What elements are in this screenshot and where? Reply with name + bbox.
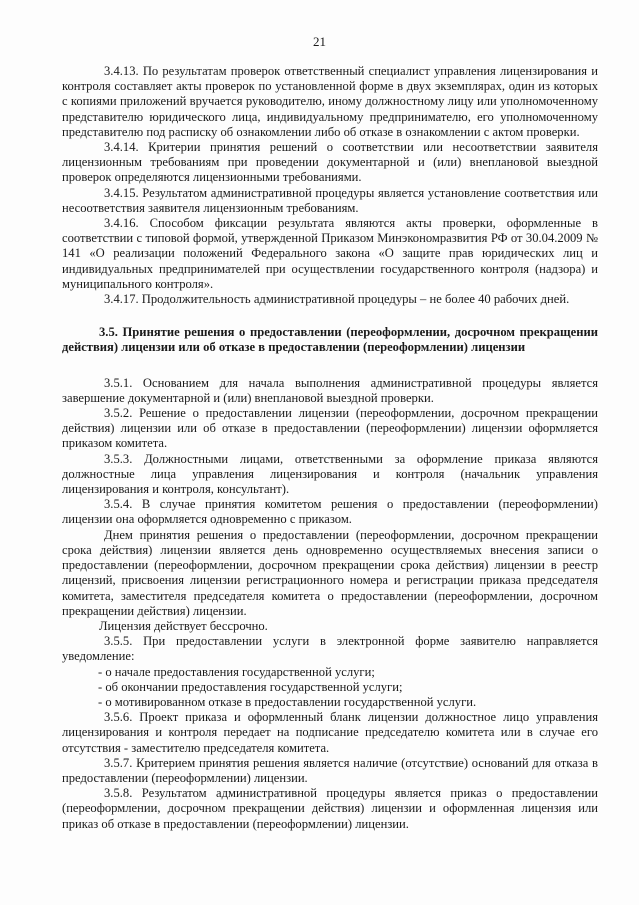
paragraph-3-4-17: 3.4.17. Продолжительность административной процедуры – не более 40 рабочих дней. bbox=[104, 292, 570, 307]
paragraph-3-5-2: 3.5.2. Решение о предоставлении лицензии (переоформлении, досрочном прекращении действия) лицензии или об отказе в предоставлении (переоформлении) лицензии оформляется приказом комитета. bbox=[62, 406, 598, 451]
paragraph-3-5-4: 3.5.4. В случае принятия комитетом решения о предоставлении (переоформлении) лицензии она оформляется одновременно с приказом. bbox=[62, 497, 598, 527]
paragraph-3-5-1: 3.5.1. Основанием для начала выполнения административной процедуры является завершение документарной и (или) внеплановой выездной проверки. bbox=[62, 375, 598, 405]
notification-item: - об окончании предоставления государственной услуги; bbox=[98, 679, 403, 694]
spacer bbox=[62, 356, 598, 376]
paragraph-3-4-14: 3.4.14. Критерии принятия решений о соответствии или несоответствии заявителя лицензионным требованиям при проведении документарной и (или) внеплановой выездной проверок определяются лицензионными требованиями. bbox=[62, 140, 598, 185]
paragraph-3-4-16: 3.4.16. Способом фиксации результата являются акты проверки, оформленные в соответствии с типовой формой, утвержденной Приказом Минэкономразвития РФ от 30.04.2009 № 141 «О реализации положений Федерального закона «О защите прав юридических лиц и индивидуальных предпринимателей при осуществлении государственного контроля (надзора) и муниципального контроля». bbox=[62, 216, 598, 291]
paragraph-3-5-5: 3.5.5. При предоставлении услуги в электронной форме заявителю направляется уведомление: bbox=[62, 634, 598, 664]
notification-item: - о мотивированном отказе в предоставлении государственной услуги. bbox=[98, 694, 477, 709]
paragraph-3-5-3: 3.5.3. Должностными лицами, ответственными за оформление приказа являются должностные лица управления лицензирования и контроля (начальник управления лицензирования и контроля, консультант). bbox=[62, 451, 598, 497]
paragraph-decision-day: Днем принятия решения о предоставлении (переоформлении, досрочном прекращении срока действия) лицензии является день одновременно осуществляемых внесения записи о предоставлении (переоформлении, досрочном прекращении срока действия) лицензии в реестр лицензий, присвоения лицензии регистрационного номера и регистрации приказа председателя комитета, заместителя председателя комитета о предоставлении (переоформлении, досрочном прекращении действия) лицензии. bbox=[62, 527, 598, 618]
paragraph-3-5-7: 3.5.7. Критерием принятия решения является наличие (отсутствие) оснований для отказа в предоставлении (переоформлении) лицензии. bbox=[62, 755, 598, 785]
paragraph-3-5-8: 3.5.8. Результатом административной процедуры является приказ о предоставлении (переоформлении, досрочном прекращении действия) лицензии и оформленная лицензия или приказ об отказе в предоставлении (переоформлении) лицензии. bbox=[62, 786, 598, 831]
paragraph-3-4-13: 3.4.13. По результатам проверок ответственный специалист управления лицензирования и контроля составляет акты проверок по установленной форме в двух экземплярах, один из которых с копиями приложений вручается руководителю, иному должностному лицу или уполномоченному представителю юридического лица, индивидуальному предпринимателю, его уполномоченному представителю под расписку об ознакомлении либо об отказе в ознакомлении с актом проверки. bbox=[62, 64, 598, 139]
paragraph-3-4-15: 3.4.15. Результатом административной процедуры является установление соответствия или несоответствия заявителя лицензионным требованиям. bbox=[62, 185, 598, 215]
document-body bbox=[62, 64, 598, 832]
notification-item: - о начале предоставления государственной услуги; bbox=[98, 664, 375, 679]
section-heading: 3.5. Принятие решения о предоставлении (переоформлении, досрочном прекращении действия) лицензии или об отказе в предоставлении (переоформлении) лицензии bbox=[62, 325, 598, 355]
page-number: 21 bbox=[313, 34, 326, 49]
spacer bbox=[62, 307, 598, 325]
paragraph-license-validity: Лицензия действует бессрочно. bbox=[99, 618, 268, 633]
paragraph-3-5-6: 3.5.6. Проект приказа и оформленный бланк лицензии должностное лицо управления лицензирования и контроля передает на подписание председателю комитета или в случае его отсутствия - заместителю председателя комитета. bbox=[62, 710, 598, 755]
